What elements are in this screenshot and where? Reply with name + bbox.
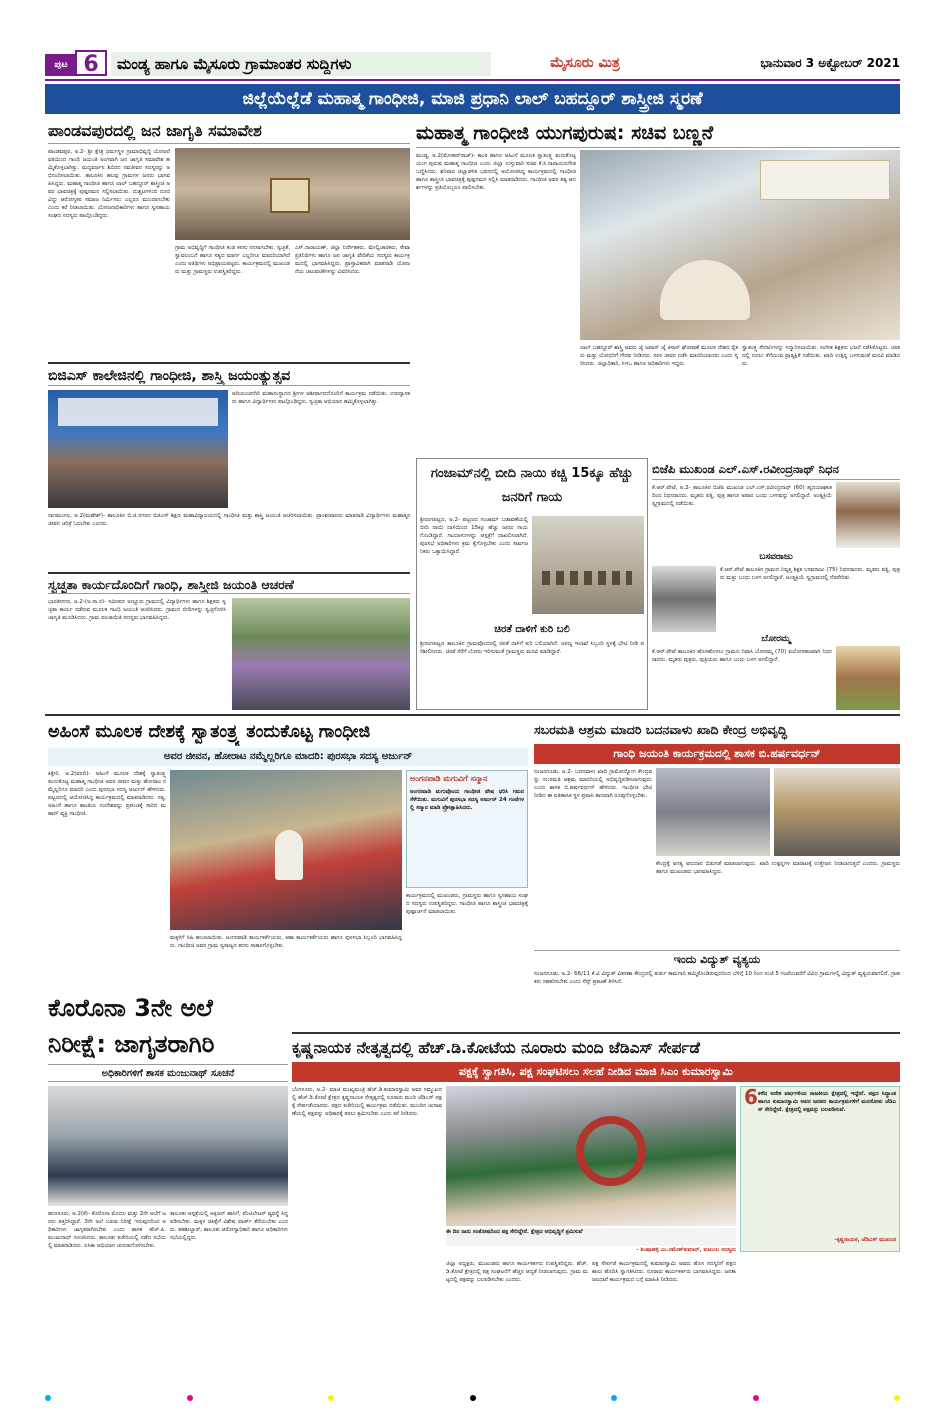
photo-jds: [446, 1086, 736, 1226]
headline-obituary: ಬಿಜೆಪಿ ಮುಖಂಡ ಎಲ್.ಎಸ್.ರವೀಂದ್ರನಾಥ್ ನಿಧನ: [652, 458, 900, 480]
body-jds-2: ಜಿಲ್ಲಾ ಅಧ್ಯಕ್ಷರು, ಮುಖಂಡರು ಹಾಗೂ ಕಾರ್ಯಕರ್ತರು ಉಪಸ್ಥಿತರಿದ್ದರು. ಹೆಚ್.ಡಿ.ಕೋಟೆ ಕ್ಷೇತ್ರದಲ್ಲಿ ಪಕ್ಷ ಸಂಘಟನೆಗೆ ಹೆಚ್ಚಿನ ಆದ್ಯತೆ ನೀಡಲಾಗುವುದು. ಗ್ರಾಮ ಮಟ್ಟದಲ್ಲಿ ಪಕ್ಷವನ್ನು ಬಲಪಡಿಸಬೇಕು ಎಂದರು.: [446, 1261, 588, 1283]
caption-jds: ಈ ದಿನ ನಾನು ಸಂತೋಷದಿಂದ ಪಕ್ಷ ಸೇರಿದ್ದೇನೆ. ಕ್ಷೇತ್ರದ ಅಭಿವೃದ್ಧಿಗೆ ಶ್ರಮಿಸುವೆ: [446, 1228, 736, 1246]
photo-yugapurusha: [580, 150, 900, 340]
subhead-sabarmati: ಗಾಂಧಿ ಜಯಂತಿ ಕಾರ್ಯಕ್ರಮದಲ್ಲಿ ಶಾಸಕ ಬಿ.ಹರ್ಷವರ್ಧನ್: [534, 744, 900, 764]
photo-obituary-3: [836, 646, 900, 710]
body-jds-1: ಬೆಂಗಳೂರು, ಅ.2- ಮಾಜಿ ಮುಖ್ಯಮಂತ್ರಿ ಹೆಚ್.ಡಿ.ಕುಮಾರಸ್ವಾಮಿ ಅವರ ಸಮ್ಮುಖದಲ್ಲಿ ಹೆಚ್.ಡಿ.ಕೋಟೆ ಕ್ಷೇತ್ರದ ಕೃಷ್ಣನಾಯಕ ನೇತೃತ್ವದಲ್ಲಿ ನೂರಾರು ಮಂದಿ ಜೆಡಿಎಸ್ ಪಕ್ಷಕ್ಕೆ ಸೇರ್ಪಡೆಯಾದರು. ಪಕ್ಷದ ಕಚೇರಿಯಲ್ಲಿ ಕಾರ್ಯಕ್ರಮ ನಡೆಯಿತು. ಮುಂದಿನ ಚುನಾವಣೆಯಲ್ಲಿ ಪಕ್ಷವನ್ನು ಅಧಿಕಾರಕ್ಕೆ ತರಲು ಶ್ರಮಿಸಬೇಕು ಎಂದು ಕರೆ ನೀಡಿದರು.: [292, 1087, 442, 1117]
header-rule: [45, 79, 900, 81]
print-registration-marks: [45, 1395, 900, 1403]
photo-bgs-sign: [58, 398, 218, 426]
photo-garland: [576, 1116, 646, 1186]
photo-pandavapura: [175, 148, 410, 240]
body-obituary-2: ಕೆ.ಆರ್.ಪೇಟೆ ತಾಲೂಕಿನ ಗ್ರಾಮದ ನಿವೃತ್ತ ಶಿಕ್ಷಕ ಬಸವರಾಜು (75) ನಿಧನರಾದರು. ಮೃತರು ಪತ್ನಿ, ಪುತ್ರರು ಮತ್ತು ಬಂಧು ಬಳಗ ಅಗಲಿದ್ದಾರೆ. ಅಂತ್ಯಕ್ರಿಯೆ ಸ್ವಗ್ರಾಮದಲ್ಲಿ ನೆರವೇರಿತು.: [720, 567, 900, 581]
subhead-ganjam: ಚಿರತೆ ದಾಳಿಗೆ ಕುರಿ ಬಲಿ: [494, 624, 570, 635]
body-pandavapura-2: ಗ್ರಾಮ ಅಭಿವೃದ್ಧಿಗೆ ಗಾಂಧೀಜಿ ಕಂಡ ಕನಸು ನನಸಾಗಬೇಕು. ಸ್ವಚ್ಛತೆ, ಸ್ವಾವಲಂಬನೆ ಹಾಗೂ ಸತ್ಯದ ಮಾರ್ಗ ಎಲ್ಲರಿಗೂ ಮಾದರಿಯಾಗಿದೆ ಎಂದು ಅತಿಥಿಗಳು ಅಭಿಪ್ರಾಯಪಟ್ಟರು. ಕಾರ್ಯಕ್ರಮದಲ್ಲಿ ಮುಖಂಡರು ಮತ್ತು ಗ್ರಾಮಸ್ಥರು ಉಪಸ್ಥಿತರಿದ್ದರು.: [175, 245, 290, 275]
photo-dogs: [542, 571, 632, 585]
body-sabarmati-1: ನಂಜನಗೂಡು, ಅ.2- ಬದನವಾಳು ಖಾದಿ ಗ್ರಾಮೋದ್ಯೋಗ ಕೇಂದ್ರವನ್ನು ಸಬರಮತಿ ಆಶ್ರಮ ಮಾದರಿಯಲ್ಲಿ ಅಭಿವೃದ್ಧಿಪಡಿಸಲಾಗುವುದು ಎಂದು ಶಾಸಕ ಬಿ.ಹರ್ಷವರ್ಧನ್ ಹೇಳಿದರು. ಗಾಂಧೀಜಿ ಭೇಟಿ ನೀಡಿದ ಈ ಐತಿಹಾಸಿಕ ಸ್ಥಳ ಪ್ರವಾಸಿ ತಾಣವಾಗಿ ರೂಪುಗೊಳ್ಳಬೇಕು.: [534, 769, 652, 799]
magenta-dot: [753, 1395, 759, 1401]
body-jds-3: ಪಕ್ಷ ಸೇರ್ಪಡೆ ಕಾರ್ಯಕ್ರಮದಲ್ಲಿ ಕುಮಾರಸ್ವಾಮಿ ಅವರು ಹೊಸ ಸದಸ್ಯರಿಗೆ ಪಕ್ಷದ ಶಾಲು ಹೊದಿಸಿ ಸ್ವಾಗತಿಸಿದರು. ನೂರಾರು ಕಾರ್ಯಕರ್ತರು ಭಾಗವಹಿಸಿದ್ದರು. ಜನತಾ ಜಲಧಾರೆ ಕಾರ್ಯಕ್ರಮದ ಬಗ್ಗೆ ಮಾಹಿತಿ ನೀಡಿದರು.: [592, 1261, 736, 1283]
body-yugapurusha-1: ಮಂಡ್ಯ, ಅ.2(ಮೋಹನ್‌ರಾಜ್)- ಕಾಂತಿ ಹಾಗೂ ಅಹಿಂಸೆ ಮೂಲಕ ಸ್ವಾತಂತ್ರ್ಯ ತಂದುಕೊಟ್ಟ ಯುಗ ಪುರುಷ ಮಹಾತ್ಮ ಗಾಂಧೀಜಿ ಎಂದು ಜಿಲ್ಲಾ ಉಸ್ತುವಾರಿ ಸಚಿವ ಕೆ.ಸಿ.ನಾರಾಯಣಗೌಡ ಬಣ್ಣಿಸಿದರು. ಶನಿವಾರ ಜಿಲ್ಲಾಡಳಿತ ಭವನದಲ್ಲಿ ಆಯೋಜಿಸಿದ್ದ ಕಾರ್ಯಕ್ರಮದಲ್ಲಿ ಗಾಂಧೀಜಿ ಹಾಗೂ ಶಾಸ್ತ್ರೀಜಿ ಭಾವಚಿತ್ರಕ್ಕೆ ಪುಷ್ಪನಮನ ಸಲ್ಲಿಸಿ ಮಾತನಾಡಿದರು. ಗಾಂಧೀಜಿ ಅವರ ತತ್ವ ಆದರ್ಶಗಳನ್ನು ಪ್ರತಿಯೊಬ್ಬರೂ ಪಾಲಿಸಬೇಕು.: [416, 153, 576, 191]
body-swachhata: ಭಾರತೀನಗರ, ಅ.2-(ಅ.ಸಾ.ರ)- ಸಮೀಪದ ಅಣ್ಣೂರು ಗ್ರಾಮದಲ್ಲಿ ವಿದ್ಯಾರ್ಥಿಗಳು ಹಾಗೂ ಶಿಕ್ಷಕರು ಸ್ವಚ್ಛತಾ ಕಾರ್ಯ ನಡೆಸುವ ಮೂಲಕ ಗಾಂಧಿ ಜಯಂತಿ ಆಚರಿಸಿದರು. ಗ್ರಾಮದ ಬೀದಿಗಳನ್ನು ಸ್ವಚ್ಛಗೊಳಿಸಿ ಜಾಗೃತಿ ಮೂಡಿಸಿದರು. ಗ್ರಾಮ ಪಂಚಾಯಿತಿ ಸದಸ್ಯರು ಭಾಗವಹಿಸಿದ್ದರು.: [48, 599, 226, 621]
banner: ಜಿಲ್ಲೆಯೆಲ್ಲೆಡೆ ಮಹಾತ್ಮ ಗಾಂಧೀಜಿ, ಮಾಜಿ ಪ್ರಧಾನಿ ಲಾಲ್ ಬಹದ್ದೂರ್ ಶಾಸ್ತ್ರೀಜಿ ಸ್ಮರಣೆ: [45, 84, 900, 114]
photo-obituary-1: [836, 482, 900, 548]
black-dot: [470, 1395, 476, 1401]
photo-sabarmati-1: [656, 768, 770, 856]
box-text-ahimse: ಅಂಗನವಾಡಿ ಮಗುವೊಂದು ಗಾಂಧೀಜಿ ವೇಷ ಧರಿಸಿ ಗಮನ ಸೆಳೆಯಿತು. ಮಗುವಿಗೆ ಪುರಸಭಾ ಸದಸ್ಯ ಅರ್ಜುನ್ 24 ಗಂಟೆಗಳಲ್ಲಿ ಸನ್ಮಾನ ಮಾಡಿ ಪ್ರೋತ್ಸಾಹಿಸಿದರು.: [410, 789, 524, 811]
issue-date: ಭಾನುವಾರ 3 ಅಕ್ಟೋಬರ್ 2021: [760, 56, 900, 70]
subhead-corona: ಅಧಿಕಾರಿಗಳಿಗೆ ಶಾಸಕ ಮಂಜುನಾಥ್ ಸೂಚನೆ: [48, 1064, 288, 1082]
quote-credit-jds: -ಕೃಷ್ಣನಾಯಕ, ಜೆಡಿಎಸ್ ಮುಖಂಡ: [834, 1237, 896, 1243]
quote-mark: 6: [744, 1086, 758, 1108]
body-ahimse-2: ಮಕ್ಕಳಿಗೆ ಸಿಹಿ ಹಂಚಲಾಯಿತು. ಅಂಗನವಾಡಿ ಕಾರ್ಯಕರ್ತೆಯರು, ಆಶಾ ಕಾರ್ಯಕರ್ತೆಯರು ಹಾಗೂ ಪುರಸಭಾ ಸಿಬ್ಬಂದಿ ಭಾಗವಹಿಸಿದ್ದರು. ಗಾಂಧೀಜಿ ಅವರ ಗ್ರಾಮ ಸ್ವರಾಜ್ಯದ ಕನಸು ಸಾಕಾರಗೊಳ್ಳಬೇಕು.: [170, 935, 402, 949]
name-obituary-2: ಬಸವರಾಜು: [759, 552, 793, 562]
page-header: [45, 50, 900, 82]
page-label: ಪುಟ: [45, 54, 77, 76]
body-power: ನಂಜನಗೂಡು, ಅ.2- 66/11 ಕೆ.ವಿ ವಿದ್ಯುತ್ ವಿತರಣಾ ಕೇಂದ್ರದಲ್ಲಿ ತುರ್ತು ಕಾಮಗಾರಿ ಹಮ್ಮಿಕೊಂಡಿರುವುದರಿಂದ ಬೆಳಿಗ್ಗೆ 10 ರಿಂದ ಸಂಜೆ 5 ಗಂಟೆಯವರೆಗೆ ವಿವಿಧ ಗ್ರಾಮಗಳಲ್ಲಿ ವಿದ್ಯುತ್ ವ್ಯತ್ಯಯವಾಗಲಿದೆ. ಗ್ರಾಹಕರು ಸಹಕರಿಸಬೇಕು ಎಂದು ಸೆಸ್ಕ್ ಪ್ರಕಟಣೆ ತಿಳಿಸಿದೆ.: [534, 971, 900, 985]
body-bgs-1: ನಾಗಮಂಗಲ, ಅ.2(ಮಹೇಶ್)- ತಾಲೂಕಿನ ಬಿ.ಜಿ.ನಗರದ ಬಿಜಿಎಸ್ ಶಿಕ್ಷಣ ಮಹಾವಿದ್ಯಾಲಯದಲ್ಲಿ ಗಾಂಧೀಜಿ ಮತ್ತು ಶಾಸ್ತ್ರಿ ಜಯಂತಿ ಆಚರಿಸಲಾಯಿತು. ಪ್ರಾಂಶುಪಾಲರು ಮಾತನಾಡಿ ವಿದ್ಯಾರ್ಥಿಗಳು ಮಹಾತ್ಮರ ಜೀವನ ಚರಿತ್ರೆ ಓದಬೇಕು ಎಂದರು.: [48, 513, 410, 527]
body-ganjam: ಶ್ರೀರಂಗಪಟ್ಟಣ, ಅ.2- ಪಟ್ಟಣದ ಗಂಜಾಮ್ ಬಡಾವಣೆಯಲ್ಲಿ ಬೀದಿ ನಾಯಿ ದಾಳಿಯಿಂದ 15ಕ್ಕೂ ಹೆಚ್ಚು ಜನರು ಗಾಯಗೊಂಡಿದ್ದಾರೆ. ಗಾಯಾಳುಗಳನ್ನು ಆಸ್ಪತ್ರೆಗೆ ದಾಖಲಿಸಲಾಗಿದೆ. ಪುರಸಭೆ ಅಧಿಕಾರಿಗಳು ಕ್ರಮ ಕೈಗೊಳ್ಳಬೇಕು ಎಂದು ಸಾರ್ವಜನಿಕರು ಒತ್ತಾಯಿಸಿದ್ದಾರೆ.: [420, 517, 528, 555]
cyan-dot: [45, 1395, 51, 1401]
photo-bgs: [48, 390, 228, 508]
body-ahimse-3: ಕಾರ್ಯಕ್ರಮದಲ್ಲಿ ಮುಖಂಡರು, ಗ್ರಾಮಸ್ಥರು ಹಾಗೂ ಸ್ವಸಹಾಯ ಸಂಘದ ಸದಸ್ಯರು ಉಪಸ್ಥಿತರಿದ್ದರು. ಗಾಂಧೀಜಿ ಹಾಗೂ ಶಾಸ್ತ್ರೀಜಿ ಭಾವಚಿತ್ರಕ್ಕೆ ಪುಷ್ಪಾರ್ಚನೆ ಮಾಡಲಾಯಿತು.: [406, 893, 528, 915]
body-ahimse-1: ಕಿಕ್ಕೇರಿ, ಅ.2(ವರದಿ)- ಅಹಿಂಸೆ ಮೂಲಕ ದೇಶಕ್ಕೆ ಸ್ವಾತಂತ್ರ್ಯ ತಂದುಕೊಟ್ಟ ಮಹಾತ್ಮ ಗಾಂಧೀಜಿ ಅವರ ಜೀವನ ಮತ್ತು ಹೋರಾಟ ನಮ್ಮೆಲ್ಲರಿಗೂ ಮಾದರಿ ಎಂದು ಪುರಸಭಾ ಸದಸ್ಯ ಅರ್ಜುನ್ ಹೇಳಿದರು. ಪಟ್ಟಣದಲ್ಲಿ ಆಯೋಜಿಸಿದ್ದ ಕಾರ್ಯಕ್ರಮದಲ್ಲಿ ಮಾತನಾಡಿದರು. ಸತ್ಯ, ಅಹಿಂಸೆ ಹಾಗೂ ಶಾಂತಿಯ ಸಂದೇಶವನ್ನು ಪ್ರಪಂಚಕ್ಕೆ ಸಾರಿದ ಮಹಾನ್ ವ್ಯಕ್ತಿ ಗಾಂಧೀಜಿ.: [48, 771, 166, 817]
headline-jds: ಕೃಷ್ಣನಾಯಕ ನೇತೃತ್ವದಲ್ಲಿ ಹೆಚ್.ಡಿ.ಕೋಟೆಯ ನೂರಾರು ಮಂದಿ ಜೆಡಿಎಸ್ ಸೇರ್ಪಡೆ: [292, 1032, 900, 1060]
body-pandavapura-1: ಪಾಂಡವಪುರ, ಅ.2- ಶ್ರೀ ಕ್ಷೇತ್ರ ಧರ್ಮಸ್ಥಳ ಗ್ರಾಮಾಭಿವೃದ್ಧಿ ಯೋಜನೆ ವತಿಯಿಂದ ಗಾಂಧಿ ಜಯಂತಿ ಅಂಗವಾಗಿ ಜನ ಜಾಗೃತಿ ಸಮಾವೇಶ ಹಮ್ಮಿಕೊಳ್ಳಲಾಗಿತ್ತು. ಮದ್ಯವರ್ಜನ ಶಿಬಿರದ ನವಜೀವನ ಸದಸ್ಯರನ್ನು ಅಭಿನಂದಿಸಲಾಯಿತು. ತಾಲೂಕಿನ ಹಲವು ಗ್ರಾಮಗಳ ಜನರು ಭಾಗವಹಿಸಿದ್ದರು. ಮಹಾತ್ಮ ಗಾಂಧೀಜಿ ಹಾಗೂ ಲಾಲ್ ಬಹದ್ದೂರ್ ಶಾಸ್ತ್ರೀಜಿ ಅವರ ಭಾವಚಿತ್ರಕ್ಕೆ ಪುಷ್ಪನಮನ ಸಲ್ಲಿಸಲಾಯಿತು. ದುಶ್ಚಟಗಳಿಂದ ದೂರವಿದ್ದು ಆರೋಗ್ಯಕರ ಸಮಾಜ ನಿರ್ಮಿಸಲು ಎಲ್ಲರೂ ಮುಂದಾಗಬೇಕು ಎಂದು ಕರೆ ನೀಡಲಾಯಿತು. ಯೋಜನಾಧಿಕಾರಿಗಳು ಹಾಗೂ ಸ್ವಸಹಾಯ ಸಂಘದ ಸದಸ್ಯರು ಪಾಲ್ಗೊಂಡಿದ್ದರು.: [48, 149, 170, 219]
photo-child-gandhi: [275, 830, 303, 880]
subhead-ahimse: ಅವರ ಜೀವನ, ಹೋರಾಟ ನಮ್ಮೆಲ್ಲರಿಗೂ ಮಾದರಿ: ಪುರಸಭಾ ಸದಸ್ಯ ಅರ್ಜುನ್: [48, 748, 528, 766]
headline-ganjam: ಗಂಜಾಮ್‌ನಲ್ಲಿ ಬೀದಿ ನಾಯಿ ಕಚ್ಚಿ 15ಕ್ಕೂ ಹೆಚ್ಚು ಜನರಿಗೆ ಗಾಯ: [430, 466, 634, 505]
body-ganjam-sub: ಶ್ರೀರಂಗಪಟ್ಟಣ ತಾಲೂಕಿನ ಗ್ರಾಮವೊಂದರಲ್ಲಿ ಚಿರತೆ ದಾಳಿಗೆ ಕುರಿ ಬಲಿಯಾಗಿದೆ. ಅರಣ್ಯ ಇಲಾಖೆ ಸಿಬ್ಬಂದಿ ಸ್ಥಳಕ್ಕೆ ಭೇಟಿ ನೀಡಿ ಪರಿಶೀಲಿಸಿದರು. ಚಿರತೆ ಸೆರೆಗೆ ಬೋನು ಇರಿಸುವಂತೆ ಗ್ರಾಮಸ್ಥರು ಮನವಿ ಮಾಡಿದ್ದಾರೆ.: [420, 641, 644, 655]
quote-jds: ಕಳೆದ ಅನೇಕ ವರ್ಷಗಳಿಂದ ರಾಜಕೀಯ ಕ್ಷೇತ್ರದಲ್ಲಿ ಇದ್ದೇನೆ. ಪಕ್ಷದ ಸಿದ್ಧಾಂತ ಹಾಗೂ ಕುಮಾರಸ್ವಾಮಿ ಅವರ ಜನಪರ ಕಾರ್ಯಕ್ರಮಗಳಿಗೆ ಮನಸೋತು ಜೆಡಿಎಸ್ ಸೇರಿದ್ದೇನೆ. ಕ್ಷೇತ್ರದಲ್ಲಿ ಪಕ್ಷವನ್ನು ಬಲಪಡಿಸುವೆ.: [758, 1091, 896, 1113]
body-corona-1: ಹುಣಸೂರು, ಅ.2(ಕೆ)- ಕೊರೊನಾ ಮೊದಲ ಮತ್ತು 2ನೇ ಅಲೆಗೆ ಜನರು ತತ್ತರಿಸಿದ್ದಾರೆ. 3ನೇ ಅಲೆ ಬರುವ ನಿರೀಕ್ಷೆ ಇರುವುದರಿಂದ ಅಧಿಕಾರಿಗಳು ಜಾಗೃತರಾಗಿರಬೇಕು ಎಂದು ಶಾಸಕ ಹೆಚ್.ಪಿ.ಮಂಜುನಾಥ್ ಸೂಚಿಸಿದರು. ತಾಲೂಕು ಕಚೇರಿಯಲ್ಲಿ ನಡೆದ ಸಭೆಯಲ್ಲಿ ಮಾತನಾಡಿದರು. ಲಸಿಕಾ ಅಭಿಯಾನ ಚುರುಕುಗೊಳಿಸಬೇಕು.: [48, 1211, 166, 1249]
photo-banner-text: [760, 160, 890, 200]
headline-swachhata: ಸ್ವಚ್ಛತಾ ಕಾರ್ಯದೊಂದಿಗೆ ಗಾಂಧಿ, ಶಾಸ್ತ್ರೀಜಿ ಜಯಂತಿ ಆಚರಣೆ: [48, 572, 410, 594]
photo-charka: [660, 260, 750, 320]
yellow-dot: [328, 1395, 334, 1401]
photo-ganjam: [532, 516, 644, 614]
photo-sabarmati-2: [774, 768, 900, 856]
magenta-dot: [187, 1395, 193, 1401]
name-obituary-3b: ಬೋರಮ್ಮ: [761, 634, 791, 644]
headline-sabarmati: ಸಬರಮತಿ ಆಶ್ರಮ ಮಾದರಿ ಬದನವಾಳು ಖಾದಿ ಕೇಂದ್ರ ಅಭಿವೃದ್ಧಿ: [534, 722, 787, 737]
headline-yugapurusha: ಮಹಾತ್ಮ ಗಾಂಧೀಜಿ ಯುಗಪುರುಷ: ಸಚಿವ ಬಣ್ಣನೆ: [416, 118, 900, 148]
body-pandavapura-3: ಎಸ್.ನಾರಾಯಣ್, ಜಿಲ್ಲಾ ನಿರ್ದೇಶಕರು, ಮೇಲ್ವಿಚಾರಕರು, ಸೇವಾ ಪ್ರತಿನಿಧಿಗಳು ಹಾಗೂ ಜನ ಜಾಗೃತಿ ವೇದಿಕೆಯ ಸದಸ್ಯರು ಕಾರ್ಯಕ್ರಮದಲ್ಲಿ ಭಾಗವಹಿಸಿದ್ದರು. ಪ್ರಾಸ್ತಾವಿಕವಾಗಿ ಮಾತನಾಡಿ ಯೋಜನೆಯ ಚಟುವಟಿಕೆಗಳನ್ನು ವಿವರಿಸಿದರು.: [295, 245, 410, 275]
body-obituary-1: ಕೆ.ಆರ್.ಪೇಟೆ, ಅ.2- ತಾಲೂಕಿನ ಬಿಜೆಪಿ ಮುಖಂಡ ಎಲ್.ಎಸ್.ರವೀಂದ್ರನಾಥ್ (60) ಹೃದಯಾಘಾತದಿಂದ ನಿಧನರಾದರು. ಮೃತರು ಪತ್ನಿ, ಪುತ್ರ ಹಾಗೂ ಅಪಾರ ಬಂಧು ಬಳಗವನ್ನು ಅಗಲಿದ್ದಾರೆ. ಅಂತ್ಯಕ್ರಿಯೆ ಸ್ವಗ್ರಾಮದಲ್ಲಿ ನಡೆಯಿತು.: [652, 485, 832, 507]
photo-obituary-2: [652, 566, 716, 632]
yellow-dot: [894, 1395, 900, 1401]
photo-portrait-frame: [270, 178, 310, 213]
headline-pandavapura: ಪಾಂಡವಪುರದಲ್ಲಿ ಜನ ಜಾಗೃತಿ ಸಮಾವೇಶ: [48, 118, 410, 144]
box-title-ahimse: ಅಂಗನವಾಡಿ ಮಗುವಿಗೆ ಸನ್ಮಾನ: [410, 774, 488, 783]
photo-corona: [48, 1086, 288, 1206]
cyan-dot: [611, 1395, 617, 1401]
headline-corona-2: ನಿರೀಕ್ಷೆ: ಜಾಗೃತರಾಗಿರಿ: [48, 1030, 215, 1058]
section-rule-mid: [45, 714, 900, 716]
body-sabarmati-2: ಕೇಂದ್ರಕ್ಕೆ ಅಗತ್ಯ ಅನುದಾನ ಬಿಡುಗಡೆ ಮಾಡಲಾಗುವುದು. ಖಾದಿ ಉತ್ಪನ್ನಗಳ ಮಾರಾಟಕ್ಕೆ ಉತ್ತೇಜನ ನೀಡಲಾಗುತ್ತದೆ ಎಂದರು. ಗ್ರಾಮಸ್ಥರು ಹಾಗೂ ಮುಖಂಡರು ಭಾಗವಹಿಸಿದ್ದರು.: [656, 861, 900, 875]
body-bgs-2: ಆದಿಚುಂಚನಗಿರಿ ಮಹಾಸಂಸ್ಥಾನದ ಶ್ರೀಗಳ ಆಶೀರ್ವಾದದೊಂದಿಗೆ ಕಾರ್ಯಕ್ರಮ ನಡೆಯಿತು. ಉಪನ್ಯಾಸಕರು ಹಾಗೂ ವಿದ್ಯಾರ್ಥಿಗಳು ಪಾಲ್ಗೊಂಡಿದ್ದರು. ಸ್ವಚ್ಛತಾ ಅಭಿಯಾನ ಹಮ್ಮಿಕೊಳ್ಳಲಾಗಿತ್ತು.: [232, 391, 410, 405]
body-yugapurusha-2: ಲಾಲ್ ಬಹದ್ದೂರ್ ಶಾಸ್ತ್ರಿ ಅವರು ಜೈ ಜವಾನ್ ಜೈ ಕಿಸಾನ್ ಘೋಷಣೆ ಮೂಲಕ ದೇಶದ ರೈತರು ಮತ್ತು ಯೋಧರಿಗೆ ಗೌರವ ನೀಡಿದರು. ಸರಳ ಜೀವನ ನಡೆಸಿ ಮಾದರಿಯಾದರು ಎಂದು ಸ್ಮರಿಸಿದರು. ಜಿಲ್ಲಾಧಿಕಾರಿ, ಸಿಇಒ ಹಾಗೂ ಅಧಿಕಾರಿಗಳು ಇದ್ದರು.: [580, 345, 738, 367]
caption-credit-jds: - ಶಿಂಷಾಹಳ್ಳಿ ಎಂ.ರಮೇಶ್‌ಕುಮಾರ್, ಕುಟುಂಬ ಸದಸ್ಯರು: [636, 1247, 736, 1253]
body-yugapurusha-3: ಸ್ವಾತಂತ್ರ್ಯ ಸೇನಾನಿಗಳನ್ನು ಸನ್ಮಾನಿಸಲಾಯಿತು. ಸಂಗೀತ ಶಿಕ್ಷಕರು ಭಜನೆ ನಡೆಸಿಕೊಟ್ಟರು. ಚರಕದಲ್ಲಿ ನೂಲು ತೆಗೆಯುವ ಪ್ರಾತ್ಯಕ್ಷಿಕೆ ನಡೆಯಿತು. ಖಾದಿ ಉತ್ಪನ್ನ ಬಳಸುವಂತೆ ಮನವಿ ಮಾಡಿದರು.: [742, 345, 900, 367]
photo-ahimse: [170, 770, 402, 930]
subhead-jds: ಪಕ್ಷಕ್ಕೆ ಸ್ವಾಗತಿಸಿ, ಪಕ್ಷ ಸಂಘಟಿಸಲು ಸಲಹೆ ನೀಡಿದ ಮಾಜಿ ಸಿಎಂ ಕುಮಾರಸ್ವಾಮಿ: [292, 1062, 900, 1082]
headline-corona-1: ಕೊರೊನಾ 3ನೇ ಅಲೆ: [48, 994, 213, 1022]
section-title: ಮಂಡ್ಯ ಹಾಗೂ ಮೈಸೂರು ಗ್ರಾಮಾಂತರ ಸುದ್ದಿಗಳು: [111, 52, 491, 76]
photo-swachhata: [232, 598, 410, 710]
body-obituary-3: ಕೆ.ಆರ್.ಪೇಟೆ ತಾಲೂಕಿನ ಹೊಸಹೊಳಲು ಗ್ರಾಮದ ನಿವಾಸಿ ಬೋರಮ್ಮ (70) ವಯೋಸಹಜವಾಗಿ ನಿಧನರಾದರು. ಮೃತರು ಪುತ್ರರು, ಪುತ್ರಿಯರು ಹಾಗೂ ಬಂಧು ಬಳಗ ಅಗಲಿದ್ದಾರೆ.: [652, 649, 832, 663]
subhead-power: ಇಂದು ವಿದ್ಯುತ್ ವ್ಯತ್ಯಯ: [534, 950, 900, 968]
headline-ahimse: ಅಹಿಂಸೆ ಮೂಲಕ ದೇಶಕ್ಕೆ ಸ್ವಾತಂತ್ರ್ಯ ತಂದುಕೊಟ್ಟ ಗಾಂಧೀಜಿ: [48, 722, 371, 742]
headline-bgs: ಬಿಜಿಎಸ್ ಕಾಲೇಜಿನಲ್ಲಿ ಗಾಂಧೀಜಿ, ಶಾಸ್ತ್ರಿ ಜಯಂತ್ಯುತ್ಸವ: [48, 362, 410, 386]
paper-logo: ಮೈಸೂರು ಮಿತ್ರ: [550, 55, 620, 71]
page-number: 6: [75, 50, 107, 76]
body-corona-2: ತಾಲೂಕು ಆಸ್ಪತ್ರೆಯಲ್ಲಿ ಆಕ್ಸಿಜನ್ ಹಾಸಿಗೆ, ವೆಂಟಿಲೇಟರ್ ವ್ಯವಸ್ಥೆ ಸಿದ್ಧಪಡಿಸಬೇಕು. ಮಕ್ಕಳ ಚಿಕಿತ್ಸೆಗೆ ವಿಶೇಷ ವಾರ್ಡ್ ತೆರೆಯಬೇಕು ಎಂದರು. ತಹಶೀಲ್ದಾರ್, ತಾಲೂಕು ಆರೋಗ್ಯಾಧಿಕಾರಿ ಹಾಗೂ ಅಧಿಕಾರಿಗಳು ಸಭೆಯಲ್ಲಿದ್ದರು.: [170, 1211, 288, 1241]
